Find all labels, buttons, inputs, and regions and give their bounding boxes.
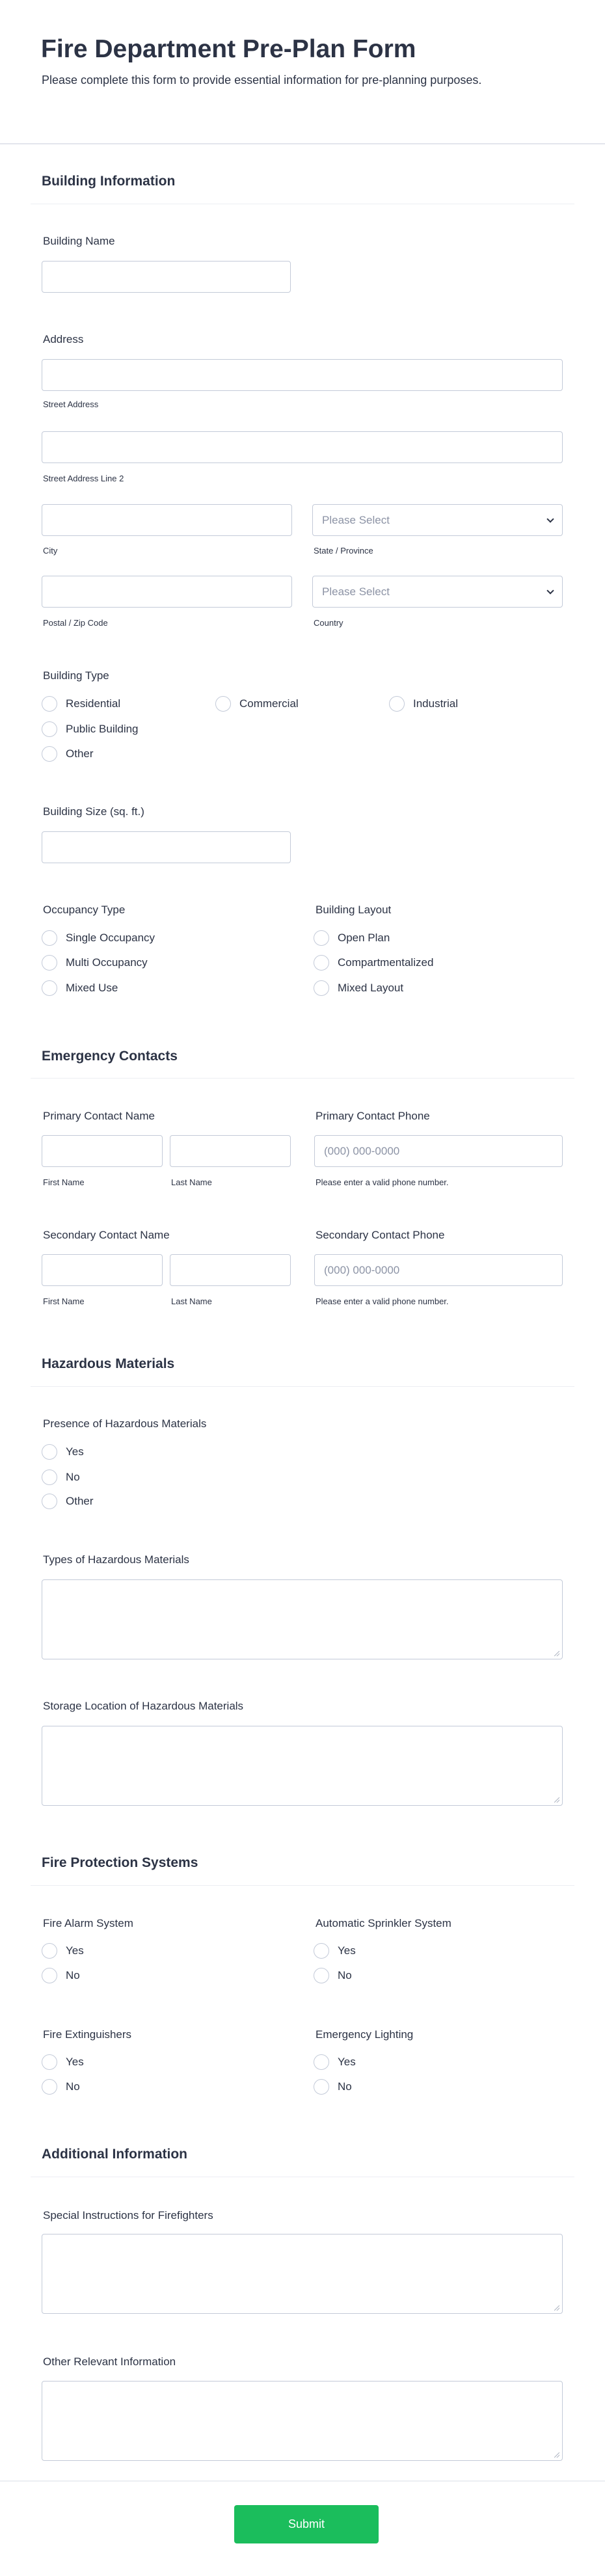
chevron-down-icon [546, 515, 554, 522]
radio-sprinkler-yes[interactable] [314, 1943, 356, 1959]
page-title: Fire Department Pre-Plan Form [41, 35, 416, 63]
primary-contact-phone-label: Primary Contact Phone [316, 1110, 430, 1122]
section-heading-building: Building Information [42, 174, 176, 189]
radio-label: Industrial [413, 697, 458, 710]
radio-circle-icon [42, 1444, 57, 1460]
city-input[interactable] [42, 504, 292, 536]
radio-circle-icon [42, 1494, 57, 1509]
radio-compartmentalized[interactable] [314, 955, 433, 971]
street-address-line2-sublabel: Street Address Line 2 [43, 474, 124, 483]
radio-label: No [338, 1969, 352, 1981]
radio-circle-icon [314, 980, 329, 996]
radio-open-plan[interactable] [314, 930, 390, 946]
radio-industrial[interactable] [389, 696, 458, 712]
street-address-sublabel: Street Address [43, 399, 99, 409]
radio-alarm-no[interactable] [42, 1968, 80, 1983]
last-name-sublabel: Last Name [171, 1296, 212, 1306]
radio-label: No [66, 2080, 80, 2093]
radio-circle-icon [42, 2054, 57, 2070]
radio-mixed-use[interactable] [42, 980, 118, 996]
other-info-label: Other Relevant Information [43, 2355, 176, 2368]
page-subtitle: Please complete this form to provide essential information for pre-planning purposes. [42, 74, 482, 87]
other-info-textarea[interactable] [42, 2381, 563, 2461]
chevron-down-icon [546, 587, 554, 594]
radio-label: Multi Occupancy [66, 956, 148, 969]
special-instructions-textarea[interactable] [42, 2234, 563, 2314]
radio-label: Other [66, 1495, 94, 1507]
radio-circle-icon [314, 930, 329, 946]
radio-hazmat-no[interactable] [42, 1469, 80, 1485]
radio-other[interactable] [42, 746, 94, 762]
street-address-input[interactable] [42, 359, 563, 391]
building-type-label: Building Type [43, 669, 109, 682]
hazmat-types-textarea[interactable] [42, 1579, 563, 1659]
section-heading-hazmat: Hazardous Materials [42, 1356, 175, 1371]
state-sublabel: State / Province [314, 546, 373, 556]
zip-input[interactable] [42, 576, 292, 608]
state-select-value: Please Select [322, 513, 390, 526]
last-name-sublabel: Last Name [171, 1177, 212, 1187]
radio-hazmat-other[interactable] [42, 1494, 94, 1509]
special-instructions-label: Special Instructions for Firefighters [43, 2209, 213, 2221]
radio-label: Yes [66, 1944, 84, 1957]
first-name-sublabel: First Name [43, 1177, 85, 1187]
building-size-input[interactable] [42, 831, 291, 863]
radio-circle-icon [314, 2054, 329, 2070]
radio-hazmat-yes[interactable] [42, 1444, 84, 1460]
radio-label: No [66, 1969, 80, 1981]
radio-sprinkler-no[interactable] [314, 1968, 352, 1983]
radio-label: Open Plan [338, 932, 390, 944]
radio-extinguishers-no[interactable] [42, 2079, 80, 2095]
phone-placeholder: (000) 000-0000 [324, 1263, 400, 1276]
radio-label: Mixed Use [66, 982, 118, 994]
radio-circle-icon [42, 746, 57, 762]
radio-commercial[interactable] [215, 696, 299, 712]
section-heading-contacts: Emergency Contacts [42, 1049, 178, 1064]
fire-alarm-label: Fire Alarm System [43, 1917, 133, 1929]
section-divider [31, 1078, 574, 1079]
radio-residential[interactable] [42, 696, 120, 712]
submit-button[interactable]: Submit [234, 2505, 379, 2543]
resize-handle-icon[interactable] [554, 1797, 559, 1803]
radio-label: No [338, 2080, 352, 2093]
radio-label: No [66, 1471, 80, 1483]
primary-first-name-input[interactable] [42, 1135, 163, 1167]
sprinkler-label: Automatic Sprinkler System [316, 1917, 451, 1929]
section-heading-fire-protection: Fire Protection Systems [42, 1855, 198, 1870]
state-select[interactable] [312, 504, 563, 536]
radio-single-occupancy[interactable] [42, 930, 155, 946]
radio-label: Mixed Layout [338, 982, 404, 994]
radio-label: Yes [66, 2056, 84, 2068]
primary-contact-name-label: Primary Contact Name [43, 1110, 155, 1122]
city-sublabel: City [43, 546, 58, 556]
section-heading-additional: Additional Information [42, 2147, 187, 2162]
secondary-contact-name-label: Secondary Contact Name [43, 1229, 170, 1241]
header-divider [0, 143, 605, 144]
section-divider [31, 1885, 574, 1886]
radio-alarm-yes[interactable] [42, 1943, 84, 1959]
hazmat-storage-label: Storage Location of Hazardous Materials [43, 1700, 244, 1712]
radio-public-building[interactable] [42, 721, 139, 737]
radio-label: Residential [66, 697, 121, 710]
radio-circle-icon [42, 721, 57, 737]
emergency-lighting-label: Emergency Lighting [316, 2028, 414, 2041]
radio-lighting-no[interactable] [314, 2079, 352, 2095]
radio-circle-icon [42, 980, 57, 996]
secondary-last-name-input[interactable] [170, 1254, 291, 1286]
presence-hazmat-label: Presence of Hazardous Materials [43, 1417, 207, 1430]
radio-circle-icon [314, 2079, 329, 2095]
radio-circle-icon [42, 1968, 57, 1983]
radio-circle-icon [314, 1968, 329, 1983]
radio-label: Compartmentalized [338, 956, 434, 969]
secondary-phone-input[interactable] [314, 1254, 563, 1286]
radio-circle-icon [42, 1469, 57, 1485]
radio-mixed-layout[interactable] [314, 980, 403, 996]
radio-lighting-yes[interactable] [314, 2054, 356, 2070]
occupancy-type-label: Occupancy Type [43, 904, 126, 916]
resize-handle-icon[interactable] [554, 1651, 559, 1656]
hazmat-types-label: Types of Hazardous Materials [43, 1553, 189, 1566]
extinguishers-label: Fire Extinguishers [43, 2028, 132, 2041]
radio-circle-icon [42, 955, 57, 971]
country-select[interactable] [312, 576, 563, 608]
radio-circle-icon [42, 696, 57, 712]
phone-hint: Please enter a valid phone number. [316, 1177, 449, 1187]
country-select-value: Please Select [322, 585, 390, 598]
radio-label: Yes [338, 2056, 356, 2068]
radio-circle-icon [314, 955, 329, 971]
secondary-contact-phone-label: Secondary Contact Phone [316, 1229, 445, 1241]
radio-label: Single Occupancy [66, 932, 155, 944]
primary-phone-input[interactable] [314, 1135, 563, 1167]
radio-label: Public Building [66, 723, 139, 735]
resize-handle-icon[interactable] [554, 2305, 559, 2311]
radio-circle-icon [42, 2079, 57, 2095]
building-size-label: Building Size (sq. ft.) [43, 805, 144, 818]
secondary-first-name-input[interactable] [42, 1254, 163, 1286]
primary-last-name-input[interactable] [170, 1135, 291, 1167]
section-divider [31, 1386, 574, 1387]
radio-label: Yes [338, 1944, 356, 1957]
building-name-label: Building Name [43, 235, 115, 247]
radio-circle-icon [314, 1943, 329, 1959]
radio-multi-occupancy[interactable] [42, 955, 148, 971]
radio-extinguishers-yes[interactable] [42, 2054, 84, 2070]
first-name-sublabel: First Name [43, 1296, 85, 1306]
radio-label: Other [66, 747, 94, 760]
radio-circle-icon [42, 930, 57, 946]
radio-circle-icon [389, 696, 405, 712]
phone-hint: Please enter a valid phone number. [316, 1296, 449, 1306]
resize-handle-icon[interactable] [554, 2452, 559, 2458]
building-name-input[interactable] [42, 261, 291, 293]
radio-label: Commercial [239, 697, 299, 710]
street-address-line2-input[interactable] [42, 431, 563, 463]
phone-placeholder: (000) 000-0000 [324, 1144, 400, 1157]
radio-circle-icon [42, 1943, 57, 1959]
country-sublabel: Country [314, 618, 343, 628]
building-layout-label: Building Layout [316, 904, 392, 916]
hazmat-storage-textarea[interactable] [42, 1726, 563, 1806]
footer-divider [0, 2480, 605, 2482]
zip-sublabel: Postal / Zip Code [43, 618, 108, 628]
radio-circle-icon [215, 696, 231, 712]
radio-label: Yes [66, 1445, 84, 1458]
address-label: Address [43, 333, 84, 345]
